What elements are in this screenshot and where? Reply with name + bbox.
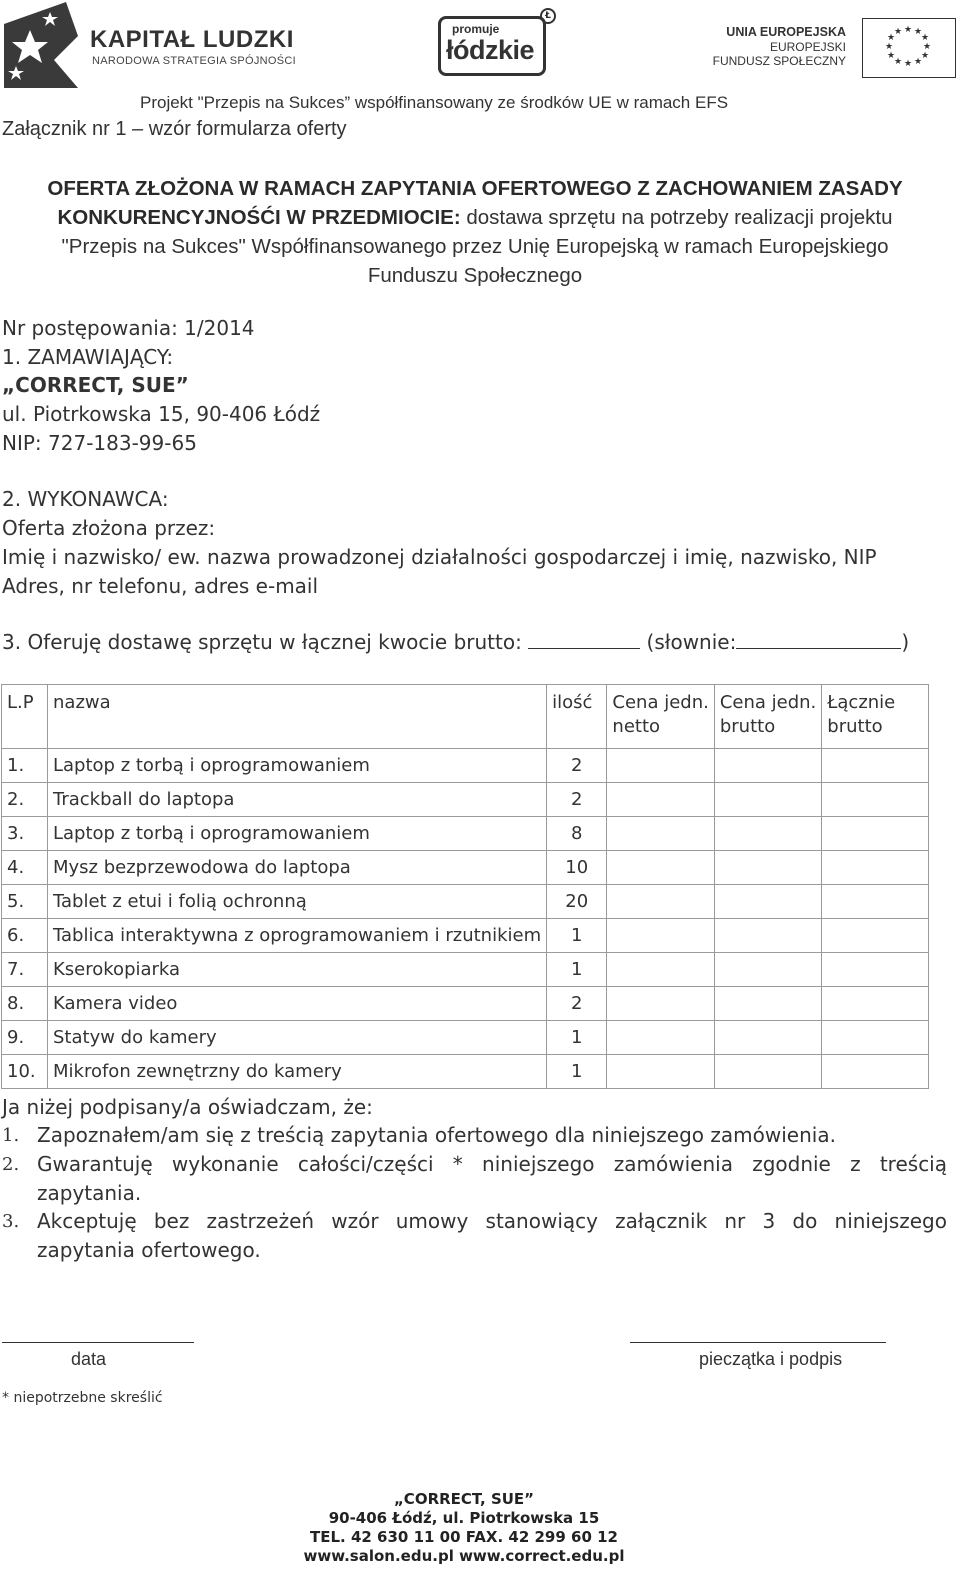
contractor-heading: 2. WYKONAWCA: — [2, 487, 169, 511]
table-row — [2, 1021, 929, 1055]
gross-price-cell[interactable] — [714, 783, 821, 817]
row-name: Tablet z etui i folią ochronną — [48, 885, 547, 919]
svg-text:★: ★ — [886, 33, 896, 43]
date-label: data — [71, 1349, 107, 1369]
svg-text:★: ★ — [886, 51, 896, 61]
footer-phone-fax: TEL. 42 630 11 00 FAX. 42 299 60 12 — [310, 1528, 618, 1546]
net-price-cell[interactable] — [607, 783, 714, 817]
offer-amount-line — [2, 630, 909, 654]
total-gross-cell[interactable] — [822, 953, 929, 987]
footer-websites: www.salon.edu.pl www.correct.edu.pl — [303, 1547, 625, 1565]
row-qty: 1 — [547, 919, 607, 953]
net-price-cell[interactable] — [607, 885, 714, 919]
row-qty: 1 — [547, 953, 607, 987]
net-price-cell[interactable] — [607, 1021, 714, 1055]
promuje-lodzkie-logo — [438, 8, 560, 76]
row-qty: 8 — [547, 817, 607, 851]
eu-logo-line3: FUNDUSZ SPOŁECZNY — [712, 54, 846, 68]
eu-logo — [712, 22, 958, 80]
kapital-ludzki-title: KAPITAŁ LUDZKI — [90, 26, 294, 53]
amount-in-words-open: (słownie: — [646, 630, 737, 654]
amount-in-words-blank-field[interactable] — [736, 630, 901, 649]
offer-title-subject: dostawa sprzętu na potrzeby realizacji projektu "Przepis na Sukces" Współfinansowanego przez Unię Europejską w ramach Europejskiego Funduszu Społecznego — [61, 206, 893, 287]
row-name: Mikrofon zewnętrzny do kamery — [48, 1055, 547, 1089]
row-lp: 9. — [2, 1021, 48, 1055]
footnote: * niepotrzebne skreślić — [2, 1390, 163, 1406]
table-row — [2, 783, 929, 817]
row-qty: 1 — [547, 1021, 607, 1055]
table-row — [2, 953, 929, 987]
date-signature-line[interactable] — [2, 1342, 194, 1343]
row-lp: 8. — [2, 987, 48, 1021]
declaration-number: 3. — [2, 1211, 20, 1232]
net-price-cell[interactable] — [607, 1055, 714, 1089]
orderer-heading: 1. ZAMAWIAJĄCY: — [2, 345, 174, 369]
row-lp: 4. — [2, 851, 48, 885]
lodzkie-mark-icon: Ł — [540, 8, 556, 24]
gross-price-cell[interactable] — [714, 919, 821, 953]
row-lp: 3. — [2, 817, 48, 851]
annex-title: Załącznik nr 1 – wzór formularza oferty — [2, 118, 347, 140]
lodzkie-logo-big-text: łódzkie — [446, 35, 535, 65]
row-name: Laptop z torbą i oprogramowaniem — [48, 817, 547, 851]
gross-price-cell[interactable] — [714, 1055, 821, 1089]
total-gross-cell[interactable] — [822, 851, 929, 885]
table-row — [2, 885, 929, 919]
stamp-signature-label: pieczątka i podpis — [699, 1349, 843, 1369]
svg-text:★: ★ — [893, 27, 903, 37]
total-gross-cell[interactable] — [822, 919, 929, 953]
table-row — [2, 919, 929, 953]
table-row — [2, 987, 929, 1021]
row-qty: 20 — [547, 885, 607, 919]
amount-in-words-close: ) — [901, 630, 910, 654]
svg-text:★: ★ — [913, 57, 923, 67]
total-gross-cell[interactable] — [822, 987, 929, 1021]
table-row — [2, 749, 929, 783]
svg-text:★: ★ — [884, 42, 894, 52]
table-row — [2, 817, 929, 851]
gross-price-cell[interactable] — [714, 851, 821, 885]
stamp-signature-line[interactable] — [630, 1342, 886, 1343]
header-qty: ilość — [547, 685, 607, 749]
header-gross-price: Cena jedn. brutto — [714, 685, 821, 749]
gross-price-cell[interactable] — [714, 817, 821, 851]
total-gross-cell[interactable] — [822, 749, 929, 783]
orderer-name: „CORRECT, SUE” — [2, 373, 189, 397]
items-table — [1, 684, 929, 1089]
svg-text:★: ★ — [913, 27, 923, 37]
amount-blank-field[interactable] — [528, 630, 640, 649]
header-lp: L.P — [2, 685, 48, 749]
contractor-offer-by: Oferta złożona przez: — [2, 516, 216, 540]
row-lp: 6. — [2, 919, 48, 953]
kapital-ludzki-subtitle: NARODOWA STRATEGIA SPÓJNOŚCI — [92, 55, 296, 67]
offer-title-bold: OFERTA ZŁOŻONA W RAMACH ZAPYTANIA OFERTOWEGO Z ZACHOWANIEM ZASADY KONKURENCYJNOŚĆI W PRZEDMIOCIE: — [47, 177, 903, 229]
row-name: Laptop z torbą i oprogramowaniem — [48, 749, 547, 783]
row-lp: 1. — [2, 749, 48, 783]
net-price-cell[interactable] — [607, 851, 714, 885]
svg-text:★: ★ — [920, 51, 930, 61]
kapital-ludzki-star-icon — [4, 2, 78, 88]
declaration-text-cont: zapytania ofertowego. — [37, 1238, 261, 1262]
declaration-text-cont: zapytania. — [37, 1181, 142, 1205]
declaration-item-3 — [2, 1207, 947, 1265]
row-qty: 1 — [547, 1055, 607, 1089]
svg-text:★: ★ — [922, 42, 932, 52]
row-qty: 2 — [547, 749, 607, 783]
row-name: Trackball do laptopa — [48, 783, 547, 817]
table-row — [2, 851, 929, 885]
row-qty: 2 — [547, 783, 607, 817]
project-cofinancing-line: Projekt "Przepis na Sukces” współfinansowany ze środków UE w ramach EFS — [140, 93, 729, 112]
declaration-number: 2. — [2, 1154, 20, 1175]
footer — [0, 1490, 928, 1566]
gross-price-cell[interactable] — [714, 749, 821, 783]
net-price-cell[interactable] — [607, 817, 714, 851]
header-total-gross: Łącznie brutto — [822, 685, 929, 749]
declaration-number: 1. — [2, 1125, 20, 1146]
contractor-name-line: Imię i nazwisko/ ew. nazwa prowadzonej działalności gospodarczej i imię, nazwisko, NIP — [2, 545, 877, 569]
row-name: Mysz bezprzewodowa do laptopa — [48, 851, 547, 885]
proceeding-number: Nr postępowania: 1/2014 — [2, 316, 255, 340]
gross-price-cell[interactable] — [714, 885, 821, 919]
declaration-intro: Ja niżej podpisany/a oświadczam, że: — [2, 1095, 373, 1119]
total-gross-cell[interactable] — [822, 1021, 929, 1055]
row-lp: 2. — [2, 783, 48, 817]
gross-price-cell[interactable] — [714, 953, 821, 987]
eu-logo-line1: UNIA EUROPEJSKA — [726, 25, 846, 39]
svg-text:★: ★ — [920, 33, 930, 43]
contractor-address-line: Adres, nr telefonu, adres e-mail — [2, 574, 319, 598]
header-name: nazwa — [48, 685, 547, 749]
total-gross-cell[interactable] — [822, 817, 929, 851]
gross-price-cell[interactable] — [714, 987, 821, 1021]
gross-price-cell[interactable] — [714, 1021, 821, 1055]
row-name: Kamera video — [48, 987, 547, 1021]
table-row — [2, 1055, 929, 1089]
net-price-cell[interactable] — [607, 953, 714, 987]
declaration-text: Zapoznałem/am się z treścią zapytania ofertowego dla niniejszego zamówienia. — [37, 1123, 836, 1147]
total-gross-cell[interactable] — [822, 885, 929, 919]
orderer-nip: NIP: 727-183-99-65 — [2, 431, 197, 455]
total-gross-cell[interactable] — [822, 783, 929, 817]
net-price-cell[interactable] — [607, 919, 714, 953]
row-lp: 5. — [2, 885, 48, 919]
table-header-row — [2, 685, 929, 749]
svg-text:★: ★ — [903, 25, 913, 35]
footer-address: 90-406 Łódź, ul. Piotrkowska 15 — [328, 1509, 600, 1527]
header-net-price: Cena jedn. netto — [607, 685, 714, 749]
kapital-ludzki-logo — [4, 2, 314, 88]
declaration-item-1 — [2, 1121, 947, 1150]
eu-logo-line2: EUROPEJSKI — [769, 40, 846, 54]
net-price-cell[interactable] — [607, 987, 714, 1021]
orderer-address: ul. Piotrkowska 15, 90-406 Łódź — [2, 402, 321, 426]
declaration-text: Gwarantuję wykonanie całości/części * niniejszego zamówienia zgodnie z treścią — [37, 1152, 947, 1176]
row-lp: 10. — [2, 1055, 48, 1089]
row-qty: 10 — [547, 851, 607, 885]
total-gross-cell[interactable] — [822, 1055, 929, 1089]
row-qty: 2 — [547, 987, 607, 1021]
eu-flag-icon — [862, 18, 956, 78]
svg-text:★: ★ — [903, 59, 913, 69]
declaration-text: Akceptuję bez zastrzeżeń wzór umowy stanowiący załącznik nr 3 do niniejszego — [37, 1209, 947, 1233]
row-name: Tablica interaktywna z oprogramowaniem i rzutnikiem — [48, 919, 547, 953]
row-name: Statyw do kamery — [48, 1021, 547, 1055]
net-price-cell[interactable] — [607, 749, 714, 783]
svg-text:★: ★ — [893, 57, 903, 67]
row-name: Kserokopiarka — [48, 953, 547, 987]
offer-amount-text: 3. Oferuję dostawę sprzętu w łącznej kwocie brutto: — [2, 630, 522, 654]
declaration-item-2 — [2, 1150, 947, 1208]
footer-company-name: „CORRECT, SUE” — [393, 1490, 535, 1508]
offer-title — [20, 174, 930, 290]
lodzkie-logo-small-text: promuje — [452, 22, 500, 36]
row-lp: 7. — [2, 953, 48, 987]
